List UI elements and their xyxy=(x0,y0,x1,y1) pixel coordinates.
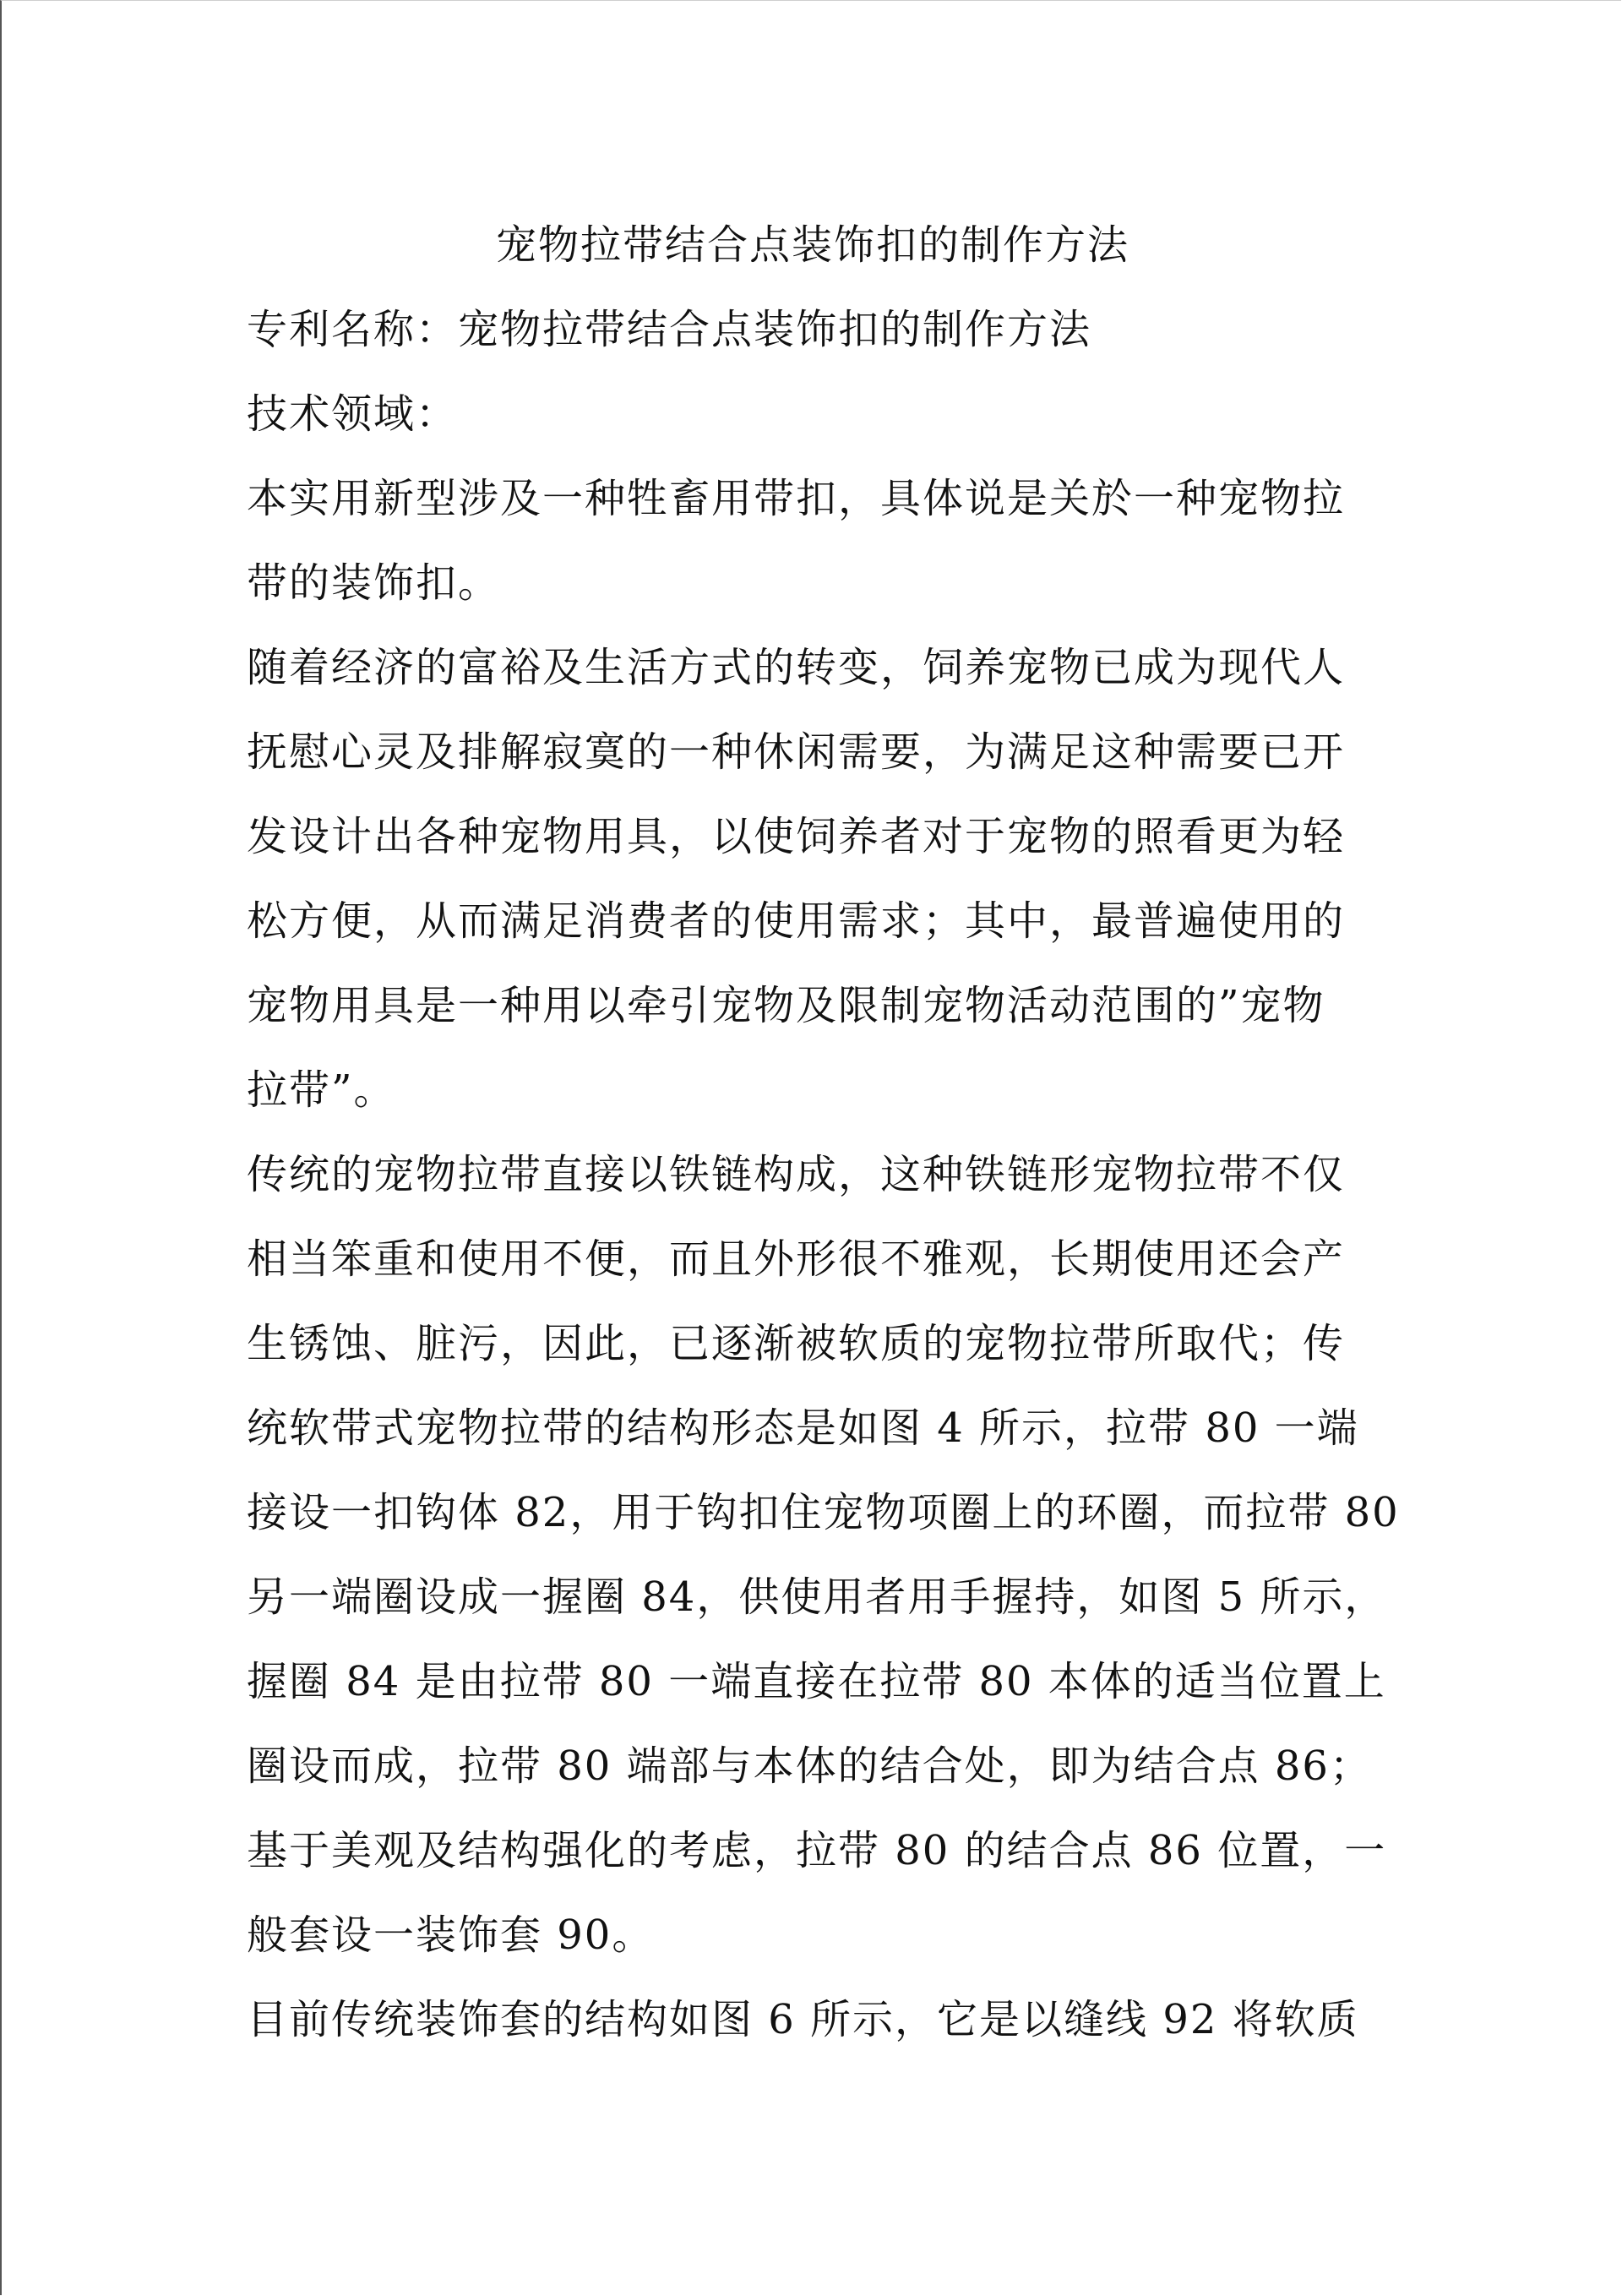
document-body xyxy=(247,203,1412,2062)
text-line: 发设计出各种宠物用具，以使饲养者对于宠物的照看更为轻 xyxy=(247,813,1346,860)
text-line: 传统的宠物拉带直接以铁链构成，这种铁链形宠物拉带不仅 xyxy=(247,1151,1346,1198)
text-line: 握圈 84 是由拉带 80 一端直接在拉带 80 本体的适当位置上 xyxy=(247,1658,1386,1705)
text-line: 拉带”。 xyxy=(247,1066,396,1114)
text-line: 随着经济的富裕及生活方式的转变，饲养宠物已成为现代人 xyxy=(247,644,1346,691)
text-line: 专利名称：宠物拉带结合点装饰扣的制作方法 xyxy=(247,306,1092,353)
text-line: 带的装饰扣。 xyxy=(247,559,501,607)
text-line: 本实用新型涉及一种牲畜用带扣，具体说是关於一种宠物拉 xyxy=(247,475,1346,522)
text-line: 圈设而成，拉带 80 端部与本体的结合处，即为结合点 86； xyxy=(247,1742,1372,1790)
text-line: 另一端圈设成一握圈 84，供使用者用手握持，如图 5 所示， xyxy=(247,1573,1387,1621)
text-line: 技术领域： xyxy=(247,390,459,438)
text-line: 抚慰心灵及排解寂寞的一种休闲需要，为满足这种需要已开 xyxy=(247,728,1346,776)
text-line: 宠物用具是一种用以牵引宠物及限制宠物活动范围的”宠物 xyxy=(247,982,1325,1029)
text-line: 基于美观及结构强化的考虑，拉带 80 的结合点 86 位置，一 xyxy=(247,1827,1387,1874)
text-line: 相当笨重和使用不便，而且外形很不雅观，长期使用还会产 xyxy=(247,1235,1346,1283)
text-line: 松方便，从而满足消费者的使用需求；其中，最普遍使用的 xyxy=(247,897,1346,945)
text-line: 目前传统装饰套的结构如图 6 所示，它是以缝线 92 将软质 xyxy=(247,1996,1359,2043)
text-line: 统软带式宠物拉带的结构形态是如图 4 所示，拉带 80 一端 xyxy=(247,1404,1359,1452)
document-title: 宠物拉带结合点装饰扣的制作方法 xyxy=(495,221,1129,269)
text-line: 生锈蚀、脏污，因此，已逐渐被软质的宠物拉带所取代；传 xyxy=(247,1320,1346,1367)
text-line: 接设一扣钩体 82，用于钩扣住宠物项圈上的环圈，而拉带 80 xyxy=(247,1489,1400,1536)
text-line: 般套设一装饰套 90。 xyxy=(247,1912,655,1959)
